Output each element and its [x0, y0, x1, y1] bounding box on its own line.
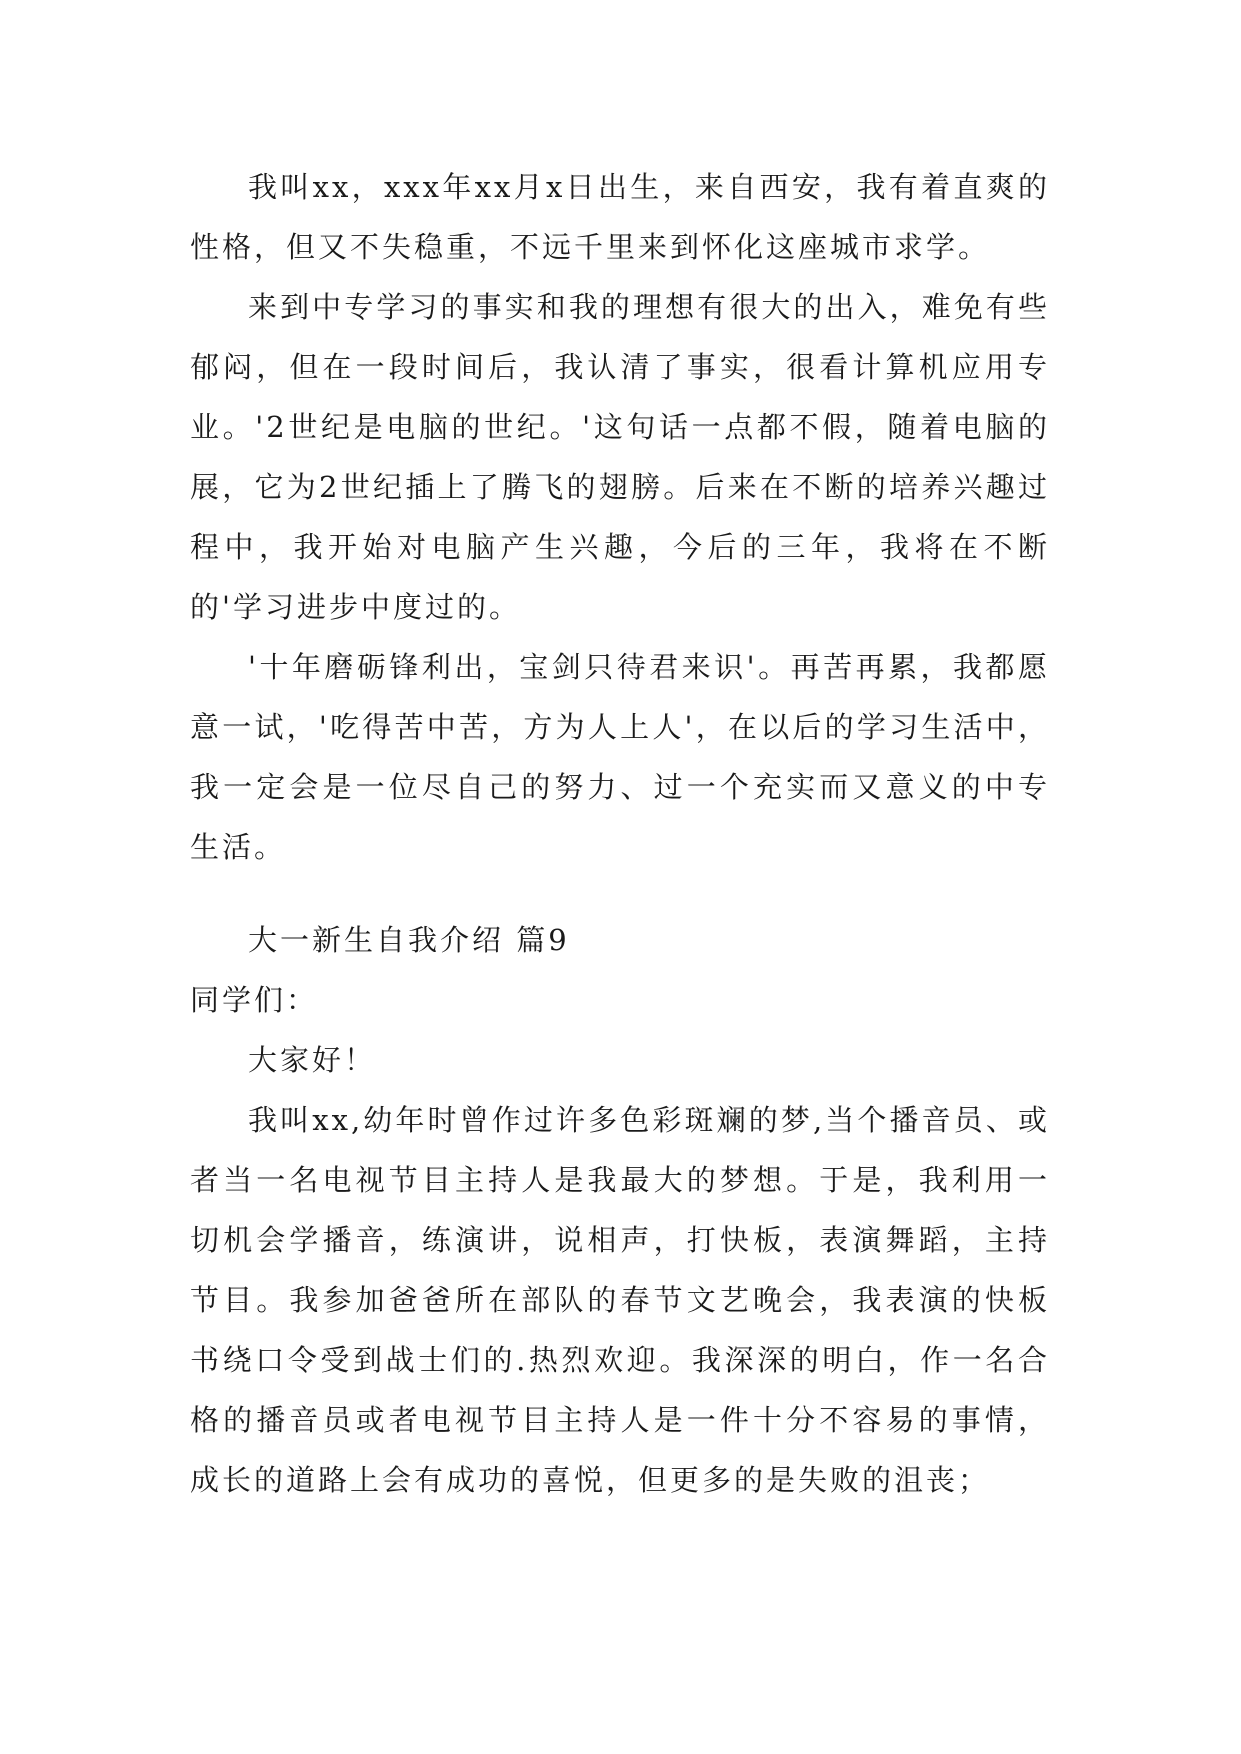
- paragraph: '十年磨砺锋利出，宝剑只待君来识'。再苦再累，我都愿意一试，'吃得苦中苦，方为人上人'，在以后的学习生活中，我一定会是一位尽自己的努力、过一个充实而又意义的中专生活。: [190, 650, 1050, 864]
- paragraph: 我叫xx，xxx年xx月x日出生，来自西安，我有着直爽的性格，但又不失稳重，不远千里来到怀化这座城市求学。: [190, 170, 1050, 264]
- section-2: [190, 910, 1050, 1510]
- salutation: 同学们：: [190, 983, 319, 1017]
- section-1: [190, 157, 1050, 877]
- paragraph: 我叫xx,幼年时曾作过许多色彩斑斓的梦,当个播音员、或者当一名电视节目主持人是我最大的梦想。于是，我利用一切机会学播音，练演讲，说相声，打快板，表演舞蹈，主持节目。我参加爸爸所在部队的春节文艺晚会，我表演的快板书绕口令受到战士们的.热烈欢迎。我深深的明白，作一名合格的播音员或者电视节目主持人是一件十分不容易的事情，成长的道路上会有成功的喜悦，但更多的是失败的沮丧；: [190, 1103, 1050, 1497]
- paragraph: 来到中专学习的事实和我的理想有很大的出入，难免有些郁闷，但在一段时间后，我认清了事实，很看计算机应用专业。'2世纪是电脑的世纪。'这句话一点都不假，随着电脑的展，它为2世纪插上了腾飞的翅膀。后来在不断的培养兴趣过程中，我开始对电脑产生兴趣，今后的三年，我将在不断的'学习进步中度过的。: [190, 290, 1050, 624]
- greeting: 大家好！: [248, 1043, 377, 1077]
- section-heading: 大一新生自我介绍 篇9: [248, 923, 570, 957]
